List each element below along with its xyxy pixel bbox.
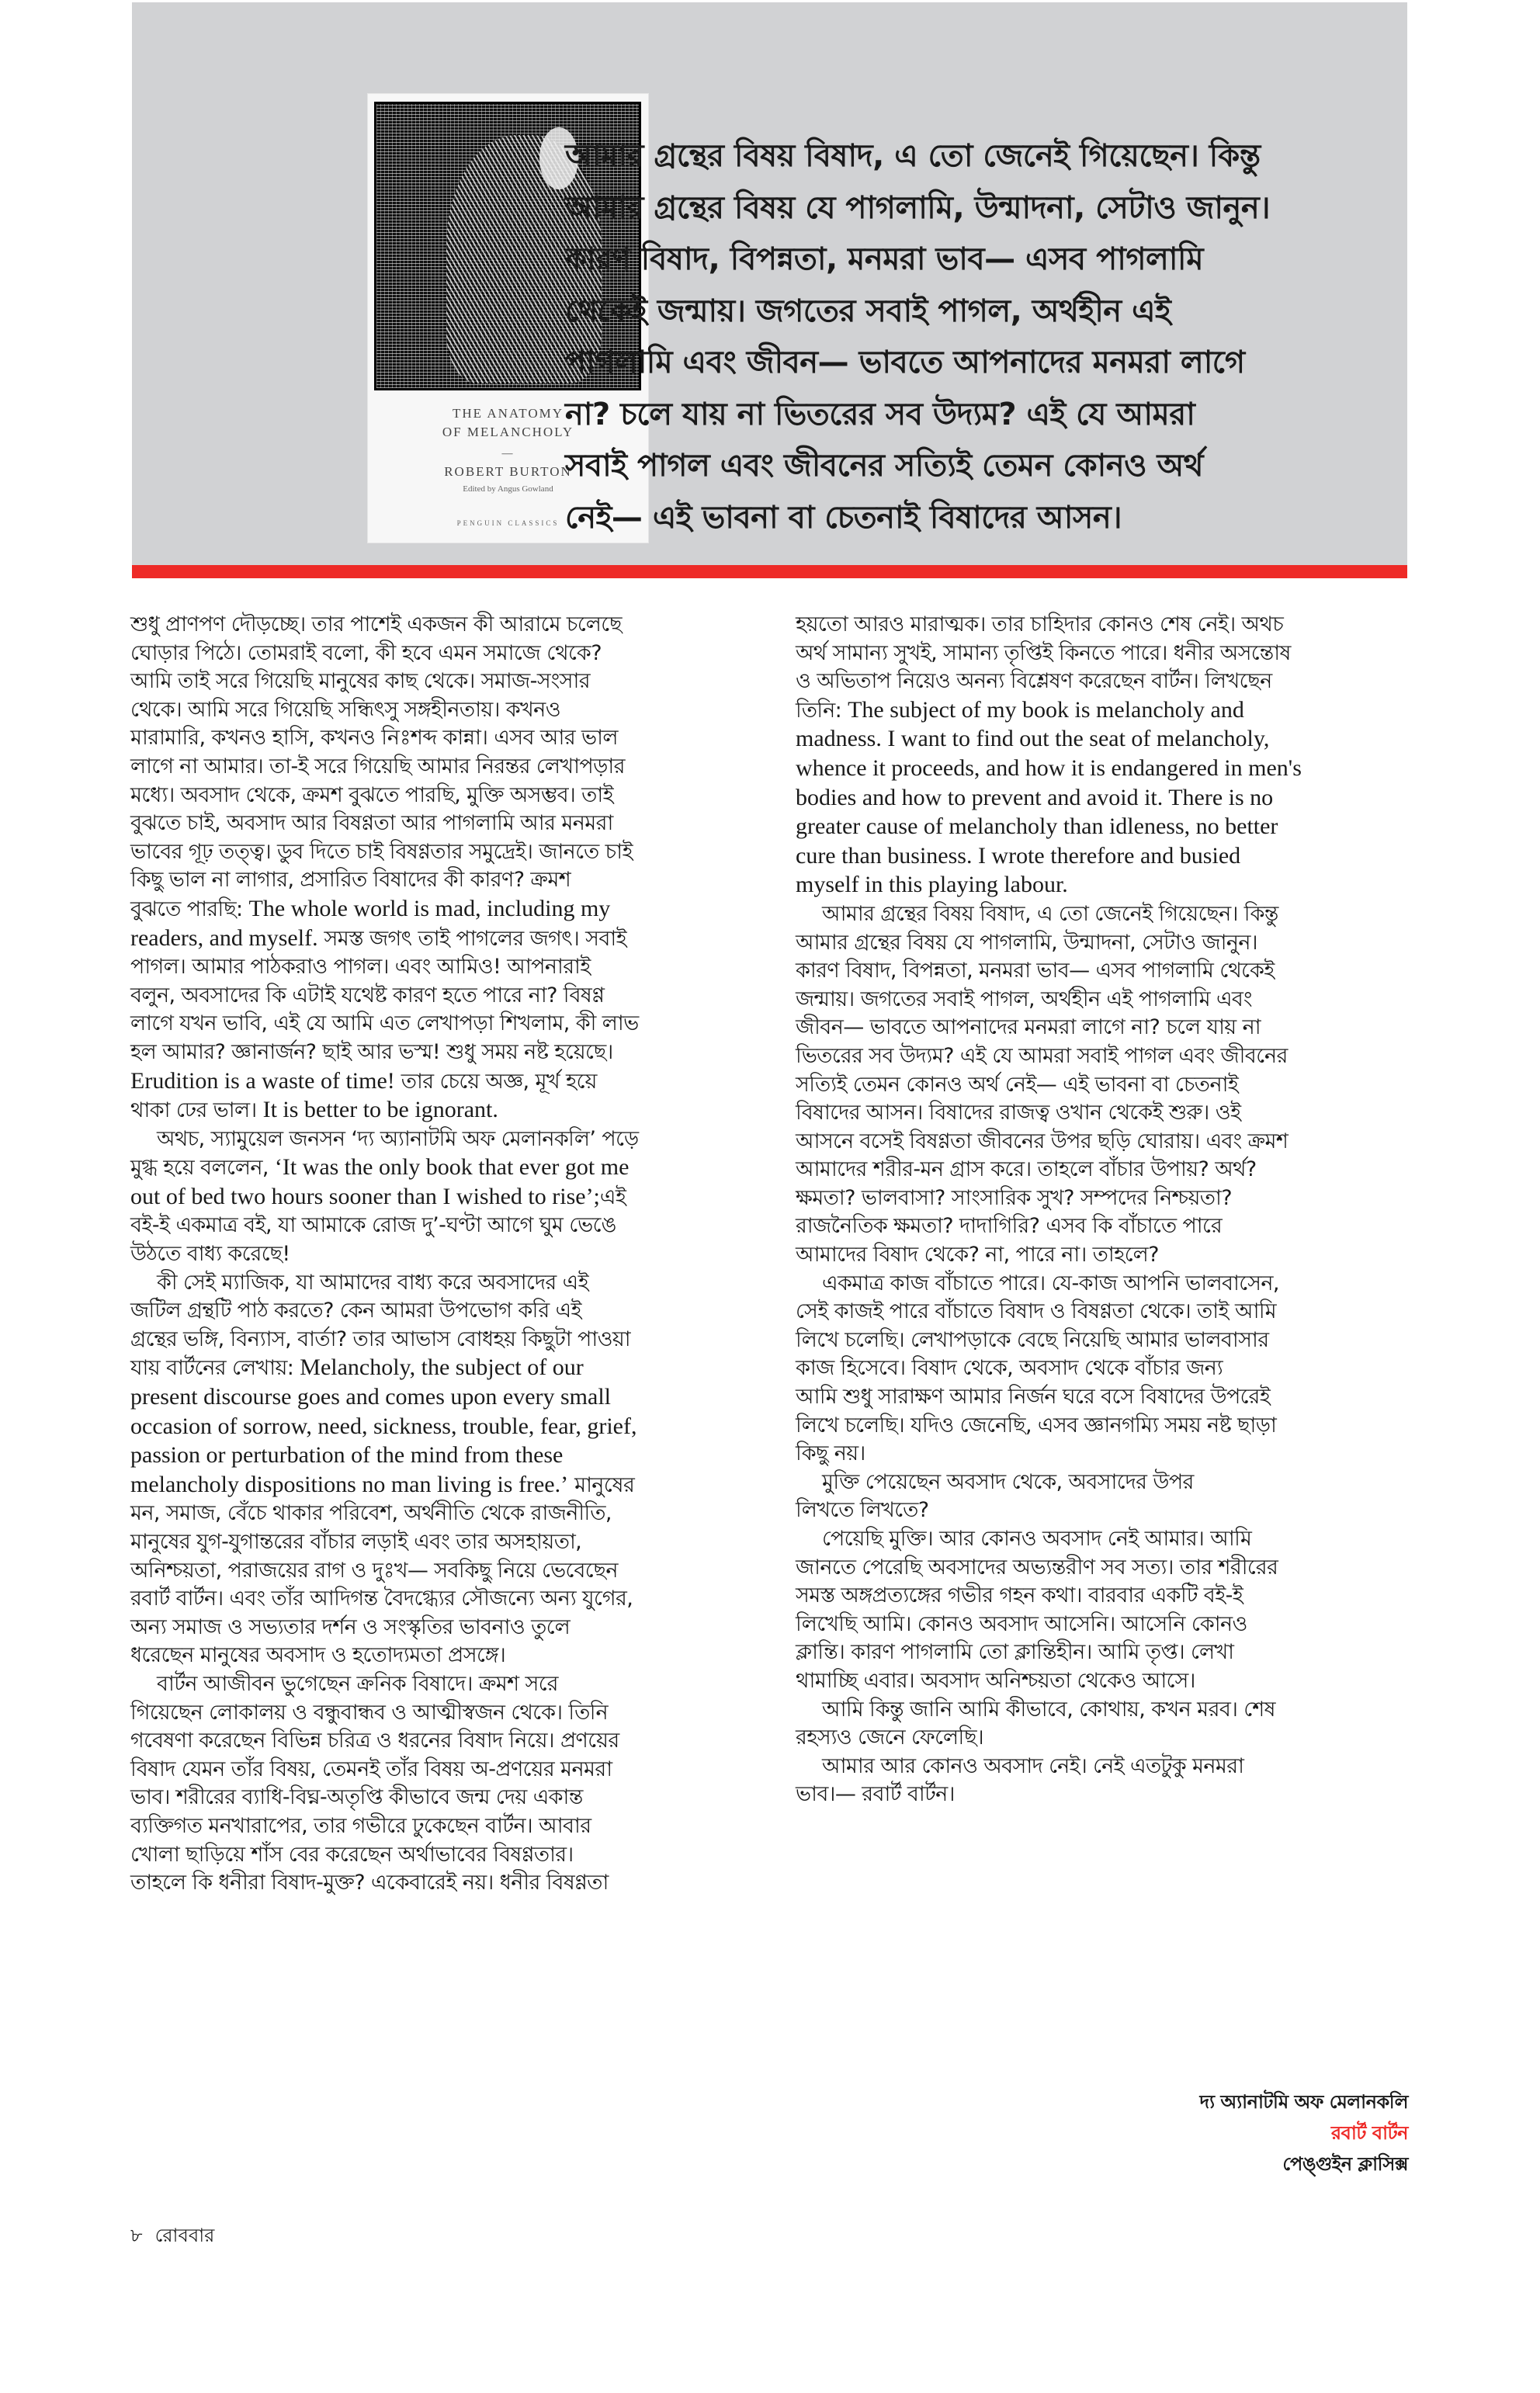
bengali-text: রহস্যও জেনে ফেলেছি। [796, 1725, 984, 1750]
pull-quote-line: থেকেই জন্মায়। জগতের সবাই পাগল, অর্থহীন এই [565, 293, 1171, 329]
cover-editor: Edited by Angus Gowland [463, 484, 553, 494]
bengali-text: একমাত্র কাজ বাঁচাতে পারে। যে-কাজ আপনি ভালবাসেন, [822, 1271, 1279, 1295]
bengali-text: লিখে চলেছি। লেখাপড়াকে বেছে নিয়েছি আমার ভালবাসার [796, 1327, 1269, 1352]
english-quote-text: madness. I want to find out the seat of melancholy, [796, 726, 1270, 752]
bengali-text: ভিতরের সব উদ্যম? এই যে আমরা সবাই পাগল এবং জীবনের [796, 1043, 1288, 1068]
bengali-text: মুক্তি পেয়েছেন অবসাদ থেকে, অবসাদের উপর [822, 1469, 1194, 1494]
article-line [796, 1099, 1409, 1128]
english-quote-text: The whole world is mad, including my [248, 895, 611, 921]
article-line [130, 1354, 767, 1383]
bengali-text: জন্মায়। জগতের সবাই পাগল, অর্থহীন এই পাগলামি এবং [796, 987, 1252, 1011]
pull-quote [565, 130, 1388, 543]
bengali-text: বুঝতে পারছি: [130, 897, 249, 921]
article-line [130, 696, 767, 725]
article-line [796, 1383, 1409, 1412]
bengali-text: থাকা ঢের ভাল। [130, 1098, 263, 1123]
article-line [796, 842, 1409, 872]
page-number: ৮ [130, 2225, 143, 2246]
bengali-text: পাগল। আমার পাঠকরাও পাগল। এবং আমিও! আপনারাই [130, 955, 591, 980]
article-line [796, 1071, 1409, 1100]
article-line [796, 1496, 1409, 1525]
article-line [796, 1156, 1409, 1184]
bengali-text: মন, সমাজ, বেঁচে থাকার পরিবেশ, অর্থনীতি থেকে রাজনীতি, [130, 1501, 612, 1526]
english-quote-text: The subject of my book is melancholy and [848, 696, 1244, 723]
bengali-text: আমি শুধু সারাক্ষণ আমার নির্জন ঘরে বসে বিষাদের উপরেই [796, 1385, 1271, 1410]
cover-publisher: PENGUIN CLASSICS [456, 519, 560, 527]
article-line [130, 1869, 767, 1898]
article-line [130, 924, 767, 954]
article-line [796, 784, 1409, 813]
article-line [130, 1039, 767, 1067]
bengali-text: আমি তাই সরে গিয়েছি মানুষের কাছ থেকে। সমাজ-সংসার [130, 669, 590, 694]
bengali-text: বিষাদ যেমন তাঁর বিষয়, তেমনই তাঁর বিষয় অ-প্রণয়ের মনমরা [130, 1757, 612, 1781]
english-quote-text: readers, and myself. [130, 924, 318, 951]
article-line [130, 838, 767, 867]
english-quote-text: bodies and how to prevent and avoid it. There is no [796, 784, 1274, 810]
english-quote-text: out of bed two hours sooner than I wished to rise’; [130, 1183, 600, 1209]
article-line [130, 1841, 767, 1870]
pull-quote-line: না? চলে যায় না ভিতরের সব উদ্যম? এই যে আমরা [565, 396, 1195, 432]
article-line [130, 1183, 767, 1212]
article-line [796, 1469, 1409, 1497]
credit-book-title: দ্য অ্যানাটমি অফ মেলানকলি [1199, 2091, 1408, 2113]
article-line [130, 1614, 767, 1642]
article-line [796, 1667, 1409, 1696]
article-line [796, 900, 1409, 929]
bengali-text: তার চেয়ে অজ্ঞ, মূর্খ হয়ে [394, 1069, 597, 1094]
bengali-text: গিয়েছেন লোকালয় ও বন্ধুবান্ধব ও আত্মীস্বজন থেকে। তিনি [130, 1700, 609, 1725]
article-line [130, 1557, 767, 1586]
article-line [130, 1240, 767, 1269]
cover-author: ROBERT BURTON [444, 464, 572, 479]
bengali-text: মারামারি, কখনও হাসি, কখনও নিঃশব্দ কান্না। এসব আর ভাল [130, 726, 618, 751]
article-line [130, 1297, 767, 1326]
bengali-text: লিখে চলেছি। যদিও জেনেছি, এসব জ্ঞানগম্যি সময় নষ্ট ছাড়া [796, 1413, 1277, 1438]
bengali-text: লাগে যখন ভাবি, এই যে আমি এত লেখাপড়া শিখলাম, কী লাভ [130, 1011, 639, 1036]
article-column-left [130, 611, 767, 1898]
bengali-text: এই [599, 1184, 626, 1209]
english-quote-text: present discourse goes and comes upon every small [130, 1384, 611, 1410]
article-line [796, 1298, 1409, 1327]
bengali-text: অনিশ্চয়তা, পরাজয়ের রাগ ও দুঃখ— সবকিছু নিয়ে ভেবেছেন [130, 1558, 618, 1583]
article-line [130, 810, 767, 838]
article-line [796, 1525, 1409, 1554]
bengali-text: ভাব।— রবার্ট বার্টন। [796, 1782, 955, 1807]
article-line [130, 1756, 767, 1784]
article-line [130, 1383, 767, 1413]
bengali-text: কিছু ভাল না লাগার, প্রসারিত বিষাদের কী কারণ? ক্রমশ [130, 868, 571, 893]
bengali-text: আসনে বসেই বিষণ্ণতা জীবনের উপর ছড়ি ঘোরায়। এবং ক্রমশ [796, 1129, 1289, 1153]
article-line [796, 1184, 1409, 1213]
bengali-text: গ্রন্থের ভঙ্গি, বিন্যাস, বার্তা? তার আভাস বোধহয় কিছুটা পাওয়া [130, 1327, 631, 1351]
bengali-text: তাহলে কি ধনীরা বিষাদ-মুক্ত? একেবারেই নয়। ধনীর বিষণ্ণতা [130, 1871, 609, 1895]
bengali-text: আমার গ্রন্থের বিষয় যে পাগলামি, উন্মাদনা, সেটাও জানুন। [796, 930, 1257, 955]
article-line [796, 611, 1409, 640]
article-line [796, 1412, 1409, 1441]
article-line [130, 1010, 767, 1039]
pull-quote-line: নেই— এই ভাবনা বা চেতনাই বিষাদের আসন। [565, 499, 1122, 536]
bengali-text: কাজ হিসেবে। বিষাদ থেকে, অবসাদ থেকে বাঁচার জন্য [796, 1356, 1223, 1381]
bengali-text: আমাদের শরীর-মন গ্রাস করে। তাহলে বাঁচার উপায়? অর্থ? [796, 1157, 1257, 1182]
bengali-text: থেকে। আমি সরে গিয়েছি সন্ধিৎসু সঙ্গহীনতায়। কখনও [130, 697, 560, 722]
book-credits [1200, 2086, 1409, 2180]
red-divider-bar [132, 565, 1407, 578]
bengali-text: তিনি: [796, 698, 848, 723]
bengali-text: খোলা ছাড়িয়ে শাঁস বের করেছেন অর্থাভাবের বিষণ্ণতার। [130, 1842, 574, 1867]
article-line [130, 1067, 767, 1097]
article-line [130, 724, 767, 753]
article-line [130, 1441, 767, 1471]
article-line [130, 1413, 767, 1442]
credit-author: রবার্ট বার্টন [1330, 2122, 1408, 2144]
english-quote-text: cure than business. I wrote therefore and busied [796, 842, 1241, 869]
bengali-text: উঠতে বাধ্য করেছে! [130, 1242, 290, 1267]
bengali-text: থামাচ্ছি এবার। অবসাদ অনিশ্চয়তা থেকেও আসে। [796, 1668, 1195, 1693]
article-line [130, 1528, 767, 1557]
bengali-text: সমস্ত অঙ্গপ্রত্যঙ্গের গভীর গহন কথা। বারবার একটি বই-ই [796, 1583, 1243, 1608]
bengali-text: সত্যিই তেমন কোনও অর্থ নেই— এই ভাবনা বা চেতনাই [796, 1072, 1239, 1097]
article-line [796, 754, 1409, 784]
article-line [796, 1611, 1409, 1639]
article-line [796, 725, 1409, 754]
article-line [796, 668, 1409, 696]
article-line [130, 1585, 767, 1614]
article-line [130, 1212, 767, 1240]
bengali-text: সমস্ত জগৎ তাই পাগলের জগৎ। সবাই [317, 926, 627, 951]
article-line [796, 1781, 1409, 1809]
bengali-text: লাগে না আমার। তা-ই সরে গিয়েছি আমার নিরন্তর লেখাপড়ার [130, 754, 625, 779]
bengali-text: অন্য সমাজ ও সভ্যতার দর্শন ও সংস্কৃতির ভাবনাও তুলে [130, 1614, 571, 1639]
bengali-text: বলুন, অবসাদের কি এটাই যথেষ্ট কারণ হতে পারে না? বিষণ্ণ [130, 983, 605, 1007]
english-quote-text: melancholy dispositions no man living is free.’ [130, 1471, 569, 1497]
article-line [130, 1471, 767, 1500]
bengali-text: রবার্ট বার্টন। এবং তাঁর আদিগন্ত বৈদগ্ধ্যের সৌজন্যে অন্য যুগের, [130, 1587, 633, 1611]
article-line [796, 871, 1409, 900]
article-line [130, 782, 767, 810]
bengali-text: কিছু নয়। [796, 1441, 865, 1466]
article-line [796, 640, 1409, 668]
bengali-text: বই-ই একমাত্র বই, যা আমাকে রোজ দু’-ঘণ্টা আগে ঘুম ভেঙে [130, 1213, 616, 1238]
article-line [130, 1727, 767, 1756]
article-line [796, 1696, 1409, 1725]
bengali-text: বিষাদের আসন। বিষাদের রাজত্ব ওখান থেকেই শুরু। ওই [796, 1101, 1241, 1125]
article-line [796, 986, 1409, 1014]
bengali-text: আমাদের বিষাদ থেকে? না, পারে না। তাহলে? [796, 1243, 1159, 1268]
bengali-text: ক্ষমতা? ভালবাসা? সাংসারিক সুখ? সম্পদের নিশ্চয়তা? [796, 1185, 1233, 1210]
bengali-text: শুধু প্রাণপণ দৌড়চ্ছে। তার পাশেই একজন কী আরামে চলেছে [130, 612, 622, 636]
article-line [130, 1326, 767, 1354]
bengali-text: জানতে পেরেছি অবসাদের অভ্যন্তরীণ সব সত্য। তার শরীরের [796, 1555, 1278, 1580]
article-line [796, 957, 1409, 986]
english-quote-text: passion or perturbation of the mind from these [130, 1442, 564, 1469]
pull-quote-line: কারণ বিষাদ, বিপন্নতা, মনমরা ভাব— এসব পাগলামি [565, 241, 1204, 277]
article-line [130, 1670, 767, 1699]
article-line [130, 1269, 767, 1298]
bengali-text: মধ্যে। অবসাদ থেকে, ক্রমশ বুঝতে পারছি, মুক্তি অসম্ভব। তাই [130, 782, 614, 807]
bengali-text: মুগ্ধ হয়ে বললেন, [130, 1156, 275, 1181]
article-line [130, 982, 767, 1011]
pull-quote-line: পাগলামি এবং জীবন— ভাবতে আপনাদের মনমরা লাগে [565, 345, 1245, 380]
article-line [796, 1327, 1409, 1355]
bengali-text: কী সেই ম্যাজিক, যা আমাদের বাধ্য করে অবসাদের এই [157, 1270, 589, 1295]
english-quote-text: greater cause of melancholy than idleness, no better [796, 813, 1278, 840]
bengali-text: লিখেছি আমি। কোনও অবসাদ আসেনি। আসেনি কোনও [796, 1611, 1247, 1636]
article-line [130, 1642, 767, 1670]
page-footer [130, 2221, 227, 2253]
english-quote-text: occasion of sorrow, need, sickness, trouble, fear, grief, [130, 1413, 637, 1439]
bengali-text: হল আমার? জ্ঞানার্জন? ছাই আর ভস্ম! শুধু সময় নষ্ট হয়েছে। [130, 1039, 613, 1064]
english-quote-text: Erudition is a waste of time! [130, 1067, 395, 1094]
bengali-text: হয়তো আরও মারাত্মক। তার চাহিদার কোনও শেষ নেই। অথচ [796, 612, 1284, 636]
article-line [130, 1096, 767, 1125]
bengali-text: আমার গ্রন্থের বিষয় বিষাদ, এ তো জেনেই গিয়েছেন। কিন্তু [822, 901, 1278, 926]
article-line [796, 1241, 1409, 1270]
article-line [796, 1042, 1409, 1071]
bengali-text: ভাবের গূঢ় তত্ত্ব। ডুব দিতে চাই বিষণ্ণতার সমুদ্রেই। জানতে চাই [130, 839, 633, 864]
credit-publisher: পেঙ্গুইন ক্লাসিক্স [1282, 2153, 1408, 2175]
article-line [796, 1212, 1409, 1241]
bengali-text: ঘোড়ার পিঠে। তোমরাই বলো, কী হবে এমন সমাজে থেকে? [130, 640, 602, 665]
article-line [130, 1784, 767, 1812]
article-line [130, 1699, 767, 1728]
bengali-text: লিখতে লিখতে? [796, 1498, 929, 1523]
article-line [130, 1812, 767, 1841]
bengali-text: যায় বার্টনের লেখায়: [130, 1356, 300, 1381]
english-quote-text: myself in this playing labour. [796, 872, 1068, 898]
english-quote-text: whence it proceeds, and how it is endangered in men's [796, 754, 1302, 781]
article-line [130, 953, 767, 982]
bengali-text: রাজনৈতিক ক্ষমতা? দাদাগিরি? এসব কি বাঁচাতে পারে [796, 1214, 1223, 1239]
article-line [130, 611, 767, 640]
article-line [130, 866, 767, 895]
article-line [796, 929, 1409, 958]
pull-quote-line: আমার গ্রন্থের বিষয় যে পাগলামি, উন্মাদনা, সেটাও জানুন। [565, 189, 1271, 226]
article-line [796, 1128, 1409, 1157]
bengali-text: ব্যক্তিগত মনখারাপের, তার গভীরে ঢুকেছেন বার্টন। আবার [130, 1813, 591, 1838]
bengali-text: জটিল গ্রন্থটি পাঠ করতে? কেন আমরা উপভোগ করি এই [130, 1299, 581, 1323]
bengali-text: ভাব। শরীরের ব্যাধি-বিঘ্ন-অতৃপ্তি কীভাবে জন্ম দেয় একান্ত [130, 1785, 583, 1810]
bengali-text: মানুষের যুগ-যুগান্তরের বাঁচার লড়াই এবং তার অসহায়তা, [130, 1530, 582, 1554]
article-line [130, 895, 767, 924]
bengali-text: মানুষের [568, 1472, 635, 1497]
bengali-text: গবেষণা করেছেন বিভিন্ন চরিত্র ও ধরনের বিষাদ নিয়ে। প্রণয়ের [130, 1729, 619, 1753]
bengali-text: ও অভিতাপ নিয়েও অনন্য বিশ্লেষণ করেছেন বার্টন। লিখছেন [796, 669, 1272, 694]
article-line [796, 1554, 1409, 1583]
bengali-text: জীবন— ভাবতে আপনাদের মনমরা লাগে না? চলে যায় না [796, 1015, 1261, 1040]
article-line [796, 813, 1409, 842]
bengali-text: পেয়েছি মুক্তি। আর কোনও অবসাদ নেই আমার। আমি [822, 1527, 1252, 1551]
bengali-text: বুঝতে চাই, অবসাদ আর বিষণ্ণতা আর পাগলামি আর মনমরা [130, 811, 613, 836]
bengali-text: বার্টন আজীবন ভুগেছেন ক্রনিক বিষাদে। ক্রমশ সরে [157, 1671, 558, 1696]
article-line [130, 1500, 767, 1528]
bengali-text: কারণ বিষাদ, বিপন্নতা, মনমরা ভাব— এসব পাগলামি থেকেই [796, 959, 1275, 983]
bengali-text: ক্লান্তি। কারণ পাগলামি তো ক্লান্তিহীন। আমি তৃপ্ত। লেখা [796, 1640, 1234, 1665]
article-line [796, 1753, 1409, 1781]
english-quote-text: ‘It was the only book that ever got me [274, 1154, 630, 1181]
article-line [796, 1014, 1409, 1042]
bengali-text: অর্থ সামান্য সুখই, সামান্য তৃপ্তিই কিনতে পারে। ধনীর অসন্তোষ [796, 640, 1291, 665]
article-line [130, 668, 767, 696]
article-line [130, 1153, 767, 1183]
article-column-right [796, 611, 1409, 1809]
cover-dash: — [501, 448, 515, 460]
article-line [796, 1724, 1409, 1753]
english-quote-text: It is better to be ignorant. [262, 1097, 498, 1123]
article-line [796, 1270, 1409, 1299]
article-line [796, 1639, 1409, 1667]
bengali-text: ধরেছেন মানুষের অবসাদ ও হতোদ্যমতা প্রসঙ্গে। [130, 1643, 506, 1668]
article-line [796, 1440, 1409, 1469]
article-line [130, 753, 767, 782]
bengali-text: সেই কাজই পারে বাঁচাতে বিষাদ ও বিষণ্ণতা থেকে। তাই আমি [796, 1299, 1276, 1324]
bengali-text: আমার আর কোনও অবসাদ নেই। নেই এতটুকু মনমরা [822, 1753, 1244, 1778]
section-name: রোববার [154, 2225, 215, 2246]
bengali-text: অথচ, স্যামুয়েল জনসন ‘দ্য অ্যানাটমি অফ মেলানকলি’ পড়ে [157, 1126, 639, 1151]
cover-title-line-1: THE ANATOMY [452, 406, 564, 421]
article-line [796, 1582, 1409, 1611]
article-line [130, 1125, 767, 1154]
article-line [796, 696, 1409, 726]
cover-title-line-2: OF MELANCHOLY [442, 425, 574, 439]
english-quote-text: Melancholy, the subject of our [300, 1354, 584, 1381]
article-line [796, 1354, 1409, 1383]
article-line [130, 640, 767, 668]
pull-quote-line: আমার গ্রন্থের বিষয় বিষাদ, এ তো জেনেই গিয়েছেন। কিন্তু [565, 138, 1261, 174]
pull-quote-line: সবাই পাগল এবং জীবনের সত্যিই তেমন কোনও অর্থ [565, 448, 1203, 484]
bengali-text: আমি কিন্তু জানি আমি কীভাবে, কোথায়, কখন মরব। শেষ [822, 1697, 1275, 1722]
